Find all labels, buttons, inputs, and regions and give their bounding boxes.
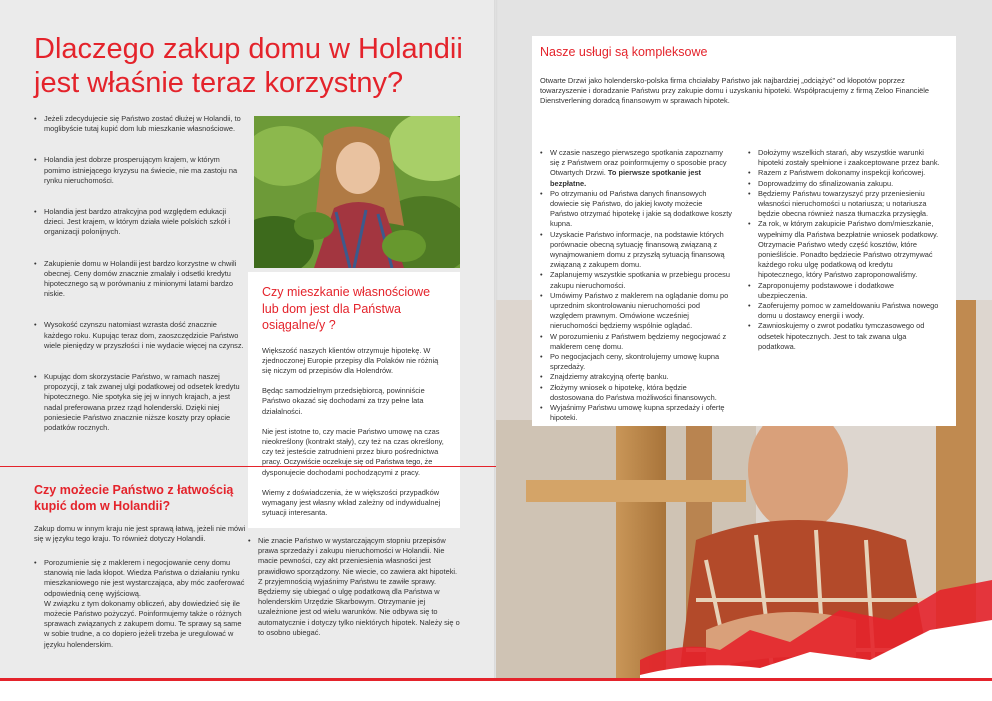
list-item: • Za rok, w którym zakupicie Państwo dom/mieszkanie, wypełnimy dla Państwa bezpłatnie wniosek podatkowy. Otrzymacie Państwo wtedy część kosztów, które ponieśliście. Ponadto będziecie Państwo otrzymywać każdego roku ulgę podatkową od kredytu hipotecznego, który Państwo zaproponowaliśmy. — [748, 219, 940, 280]
services-box — [532, 36, 956, 426]
list-item: • Po otrzymaniu od Państwa danych finansowych dowiecie się Państwo, do jakiej kwoty możecie Państwo otrzymać hipotekę i jakie są dodatkowe koszty kupna. — [540, 189, 732, 230]
list-item — [248, 536, 460, 638]
page-title: Dlaczego zakup domu w Holandii jest właśnie teraz korzystny? — [34, 33, 463, 99]
services-title: Nasze usługi są kompleksowe — [540, 45, 708, 59]
services-list-b — [748, 148, 940, 352]
list-item-text: Porozumienie się z maklerem i negocjowanie ceny domu stanowią nie lada kłopot. Wiedza Państwa o działaniu rynku mieszkaniowego nie jest wystarczająca, aby móc zaoferować odpowiednią cenę wyjściową. — [44, 558, 245, 598]
list-item: • Znajdziemy atrakcyjną ofertę banku. — [540, 372, 732, 382]
services-intro: Otwarte Drzwi jako holendersko-polska firma chciałaby Państwo jak najbardziej „odciążyć” od kłopotów poprzez towarzyszenie i doradzanie Państwu przy zakupie domu i uzyskaniu hipoteki. Współpracujemy z firmą Zeloo Financiële Dienstverlening doradcą finansowym w sprawach hipotek. — [540, 76, 930, 106]
list-item: • Razem z Państwem dokonamy inspekcji końcowej. — [748, 168, 940, 178]
list-item: • Zakupienie domu w Holandii jest bardzo korzystne w chwili obecnej. Ceny domów znacznie zmalały i odsetki kredytu hipotecznego są w porównaniu z minionymi latami bardzo niskie. — [34, 259, 244, 300]
list-item-text: W związku z tym dokonamy obliczeń, aby dowiedzieć się ile możecie Państwo pożyczyć. Poinformujemy także o różnych sprawach związanych z zakupem domu. Te sprawy są same w sobie trudne, a co dopiero jeżeli trzeba je uregulować w języku holenderskim. — [44, 598, 242, 649]
list-item: • Złożymy wniosek o hipotekę, która będzie dostosowana do Państwa możliwości finansowych. — [540, 383, 732, 403]
list-item: • Wyjaśnimy Państwu umowę kupna sprzedaży i ofertę hipoteki. — [540, 403, 732, 423]
paragraph: Będąc samodzielnym przedsiębiorcą, powinniście Państwo okazać się dochodami za trzy pełne lata działalności. — [262, 386, 425, 416]
list-item: • Holandia jest bardzo atrakcyjna pod względem edukacji dzieci. Jest krajem, w którym działa wiele polskich szkół i organizacji polonijnych. — [34, 207, 244, 238]
list-item: • Kupując dom skorzystacie Państwo, w ramach naszej propozycji, z tak zwanej ulgi podatkowej od odsetek kredytu hipotecznego. Nie spotyka się jej w innych krajach, a jest nadal preferowana przez rząd holenderski. Dzięki niej poniesiecie Państwo znacznie niższe koszty przy opłacie podatków rocznych. — [34, 372, 244, 433]
paragraph: Nie jest istotne to, czy macie Państwo umowę na czas nieokreślony (kontrakt stały), czy też na czas określony, czy też jesteście zatrudnieni przez biuro pośrednictwa pracy. Oczywiście oczekuje się od Państwa tego, że dysponujecie dochodami pochodzącymi z pracy. — [262, 426, 444, 477]
list-item: • W porozumieniu z Państwem będziemy negocjować z maklerem cenę domu. — [540, 332, 732, 352]
services-list-a — [540, 148, 732, 423]
list-item: • Uzyskacie Państwo informacje, na podstawie których porównacie obecną sytuację finansową związaną z wynajmowaniem domu z przyszłą sytuacją finansową związaną z zakupem domu. — [540, 230, 732, 271]
affordability-title: Czy mieszkanie własnościowe lub dom jest dla Państwa osiągalne/y ? — [262, 285, 431, 332]
list-item — [540, 148, 732, 189]
list-item: • Jeżeli zdecydujecie się Państwo zostać dłużej w Holandii, to moglibyście tutaj kupić dom lub mieszkanie własnościowe. — [34, 114, 244, 134]
section-divider — [0, 466, 496, 467]
list-item: • Zawnioskujemy o zwrot podatku tymczasowego od odsetek hipotecznych. Jest to tak zwana ulga podatkowa. — [748, 321, 940, 352]
list-item — [34, 558, 246, 650]
woman-with-plants-photo — [254, 116, 460, 268]
list-item-text: Nie znacie Państwo w wystarczającym stopniu przepisów prawa sprzedaży i zakupu nieruchomości w Holandii. Nie macie pewności, czy akt przeniesienia własności jest prawidłowo sporządzony. Nie wiecie, co zawiera akt hipoteki. Z przyjemnością wyjaśnimy Państwu te zawiłe sprawy. — [258, 536, 458, 586]
list-item: • Wysokość czynszu natomiast wzrasta dość znacznie każdego roku. Kupując teraz dom, zaoszczędzicie Państwo wiele pieniędzy w przyszłości i nie wydacie więcej na czynsz. — [34, 320, 244, 351]
list-item: • Doprowadzimy do sfinalizowania zakupu. — [748, 179, 940, 189]
paragraph: Wiemy z doświadczenia, że w większości przypadków wymagany jest własny wkład zależny od indywidualnej sytuacji interesanta. — [262, 487, 441, 518]
list-item: • Holandia jest dobrze prosperującym krajem, w którym pomimo istniejącego kryzysu na świecie, nie ma zastoju na rynku nieruchomości. — [34, 155, 244, 186]
section2-lead: Zakup domu w innym kraju nie jest sprawą łatwą, jeżeli nie mówi się w języku tego kraju. To również dotyczy Holandii. — [34, 524, 246, 544]
reasons-list — [34, 114, 244, 454]
list-item: • Umówimy Państwo z maklerem na oglądanie domu po uprzednim skontrolowaniu nieruchomości pod względem prawnym. Omówione wcześniej nieruchomości będziemy wspólnie oglądać. — [540, 291, 732, 332]
section2-list — [34, 558, 246, 654]
list-item: • Dołożymy wszelkich starań, aby wszystkie warunki hipoteki zostały spełnione i zaakceptowane przez bank. — [748, 148, 940, 168]
section2-list-mid — [248, 536, 460, 638]
list-item: • Po negocjacjach ceny, skontrolujemy umowę kupna sprzedaży. — [540, 352, 732, 372]
paragraph: Większość naszych klientów otrzymuje hipotekę. W zjednoczonej Europie przepisy dla Polaków nie różnią się niczym od przepisów dla Holendrów. — [262, 345, 439, 375]
list-item-text: W czasie naszego pierwszego spotkania zapoznamy się z Państwem oraz poinformujemy o sposobie pracy Otwartych Drzwi. — [550, 148, 727, 178]
section2-title: Czy możecie Państwo z łatwością kupić dom w Holandii? — [34, 483, 234, 513]
list-item: • Będziemy Państwu towarzyszyć przy przeniesieniu własności nieruchomości u notariusza; u notariusza będzie obecna również nasza tłumaczka przysięgła. — [748, 189, 940, 220]
list-item: • Zaproponujemy podstawowe i dodatkowe ubezpieczenia. — [748, 281, 940, 301]
free-meeting-note: To pierwsze spotkanie jest bezpłatne. — [550, 168, 702, 188]
list-item-text: Będziemy się ubiegać o ulgę podatkową dla Państwa w holenderskim Urzędzie Skarbowym. Otrzymanie jej uzależnione jest od wielu warunków. Nie odbywa się to automatycznie i dotyczy tylko niektórych hipotek. Należy się o to osobno ubiegać. — [258, 587, 460, 637]
affordability-box — [248, 272, 460, 528]
footer-strip — [0, 680, 992, 701]
list-item: • Zaplanujemy wszystkie spotkania w przebiegu procesu zakupu nieruchomości. — [540, 270, 732, 290]
list-item: • Zaoferujemy pomoc w zameldowaniu Państwa nowego domu u dostawcy energii i wody. — [748, 301, 940, 321]
footer-red-line — [0, 678, 992, 681]
